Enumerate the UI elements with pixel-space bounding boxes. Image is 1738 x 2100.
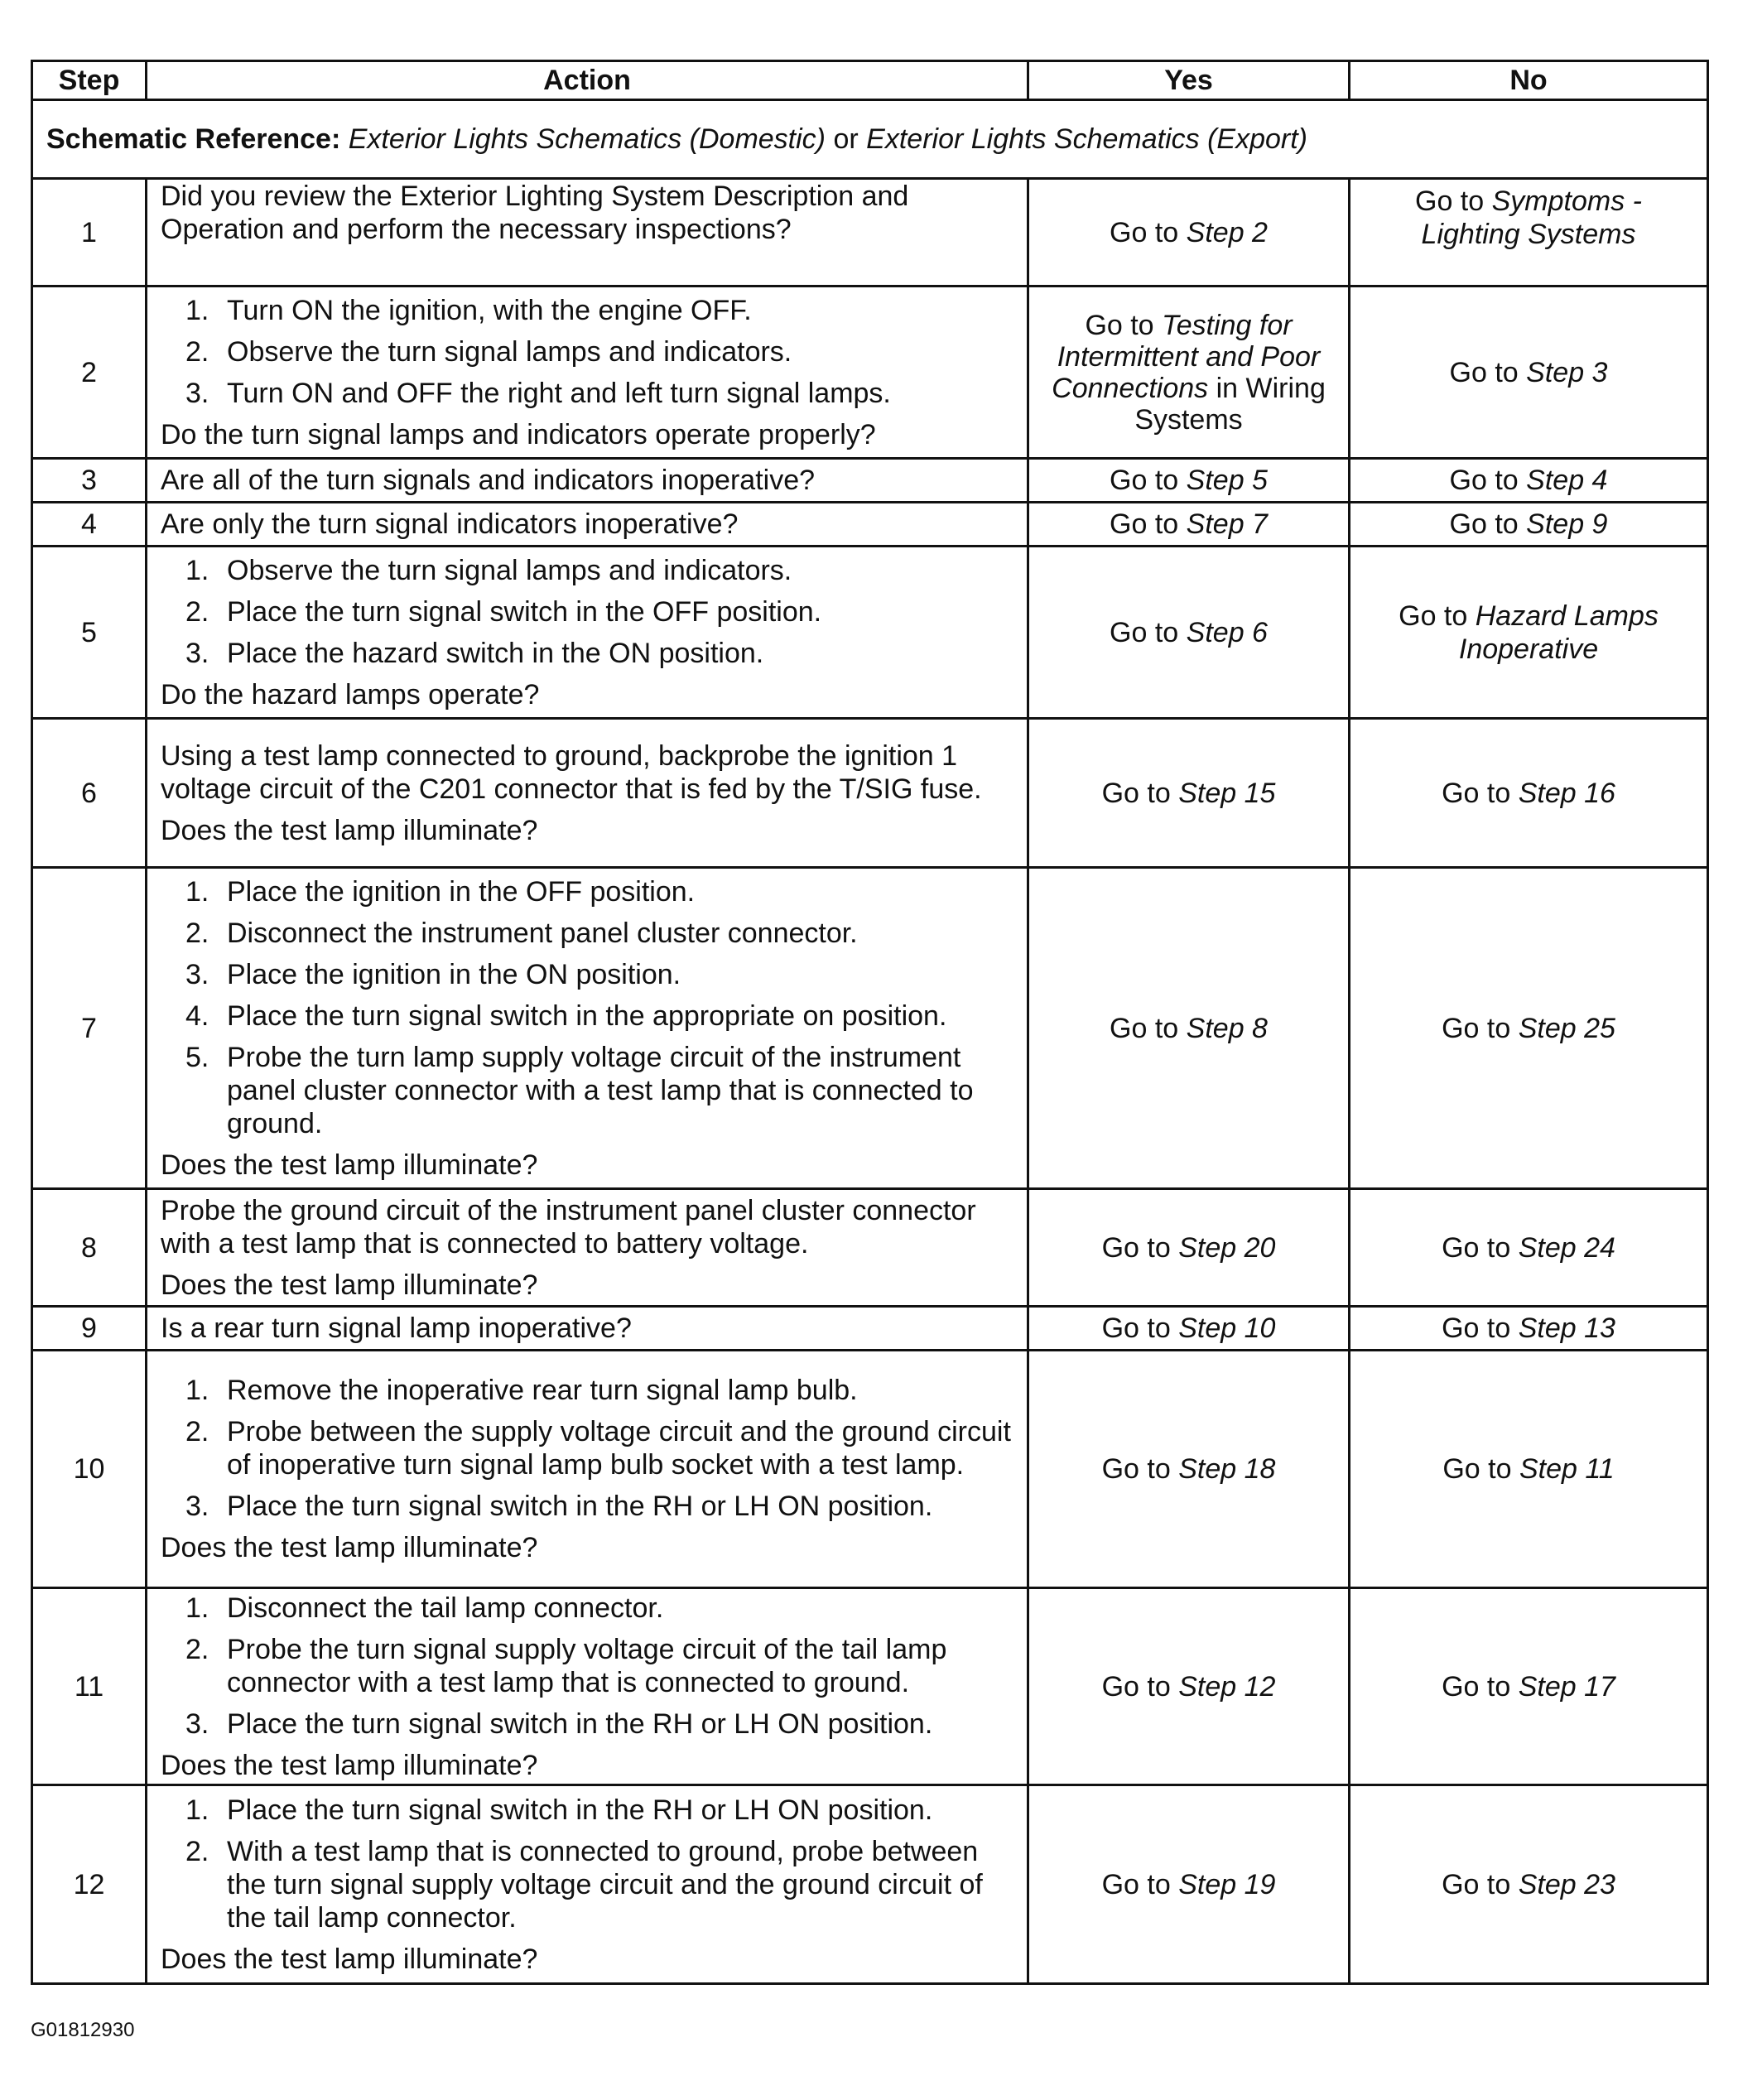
table-row <box>32 868 1708 1189</box>
list-item <box>161 1633 1013 1699</box>
item-text: Probe the turn lamp supply voltage circuit of the instrument panel cluster connector with a test lamp that is connected to ground. <box>227 1041 974 1139</box>
item-number: 1. <box>185 1375 209 1406</box>
goto-text: Go to <box>1085 309 1154 341</box>
item-text: Place the turn signal switch in the appropriate on position. <box>227 999 947 1032</box>
list-item <box>161 1490 1013 1523</box>
table-row <box>32 287 1708 459</box>
goto-text: Go to <box>1415 185 1485 217</box>
header-row <box>32 61 1708 100</box>
no-link[interactable]: Step 17 <box>1518 1670 1615 1703</box>
item-number: 4. <box>185 999 209 1032</box>
item-number: 2. <box>185 917 209 949</box>
yes-cell <box>1028 459 1350 503</box>
yes-cell <box>1028 287 1350 459</box>
no-cell <box>1350 287 1708 459</box>
item-number: 2. <box>185 335 209 368</box>
table-row <box>32 459 1708 503</box>
goto-text: Go to <box>1442 777 1511 809</box>
yes-cell <box>1028 1189 1350 1307</box>
table-row <box>32 1785 1708 1984</box>
question-text: Are all of the turn signals and indicators inoperative? <box>161 465 816 496</box>
item-text: Disconnect the instrument panel cluster connector. <box>227 917 858 949</box>
no-link[interactable]: Step 9 <box>1526 508 1608 540</box>
step-number: 11 <box>32 1588 147 1785</box>
no-link[interactable]: Hazard Lamps Inoperative <box>1458 600 1659 665</box>
yes-link[interactable]: Step 12 <box>1178 1670 1276 1703</box>
header-step: Step <box>32 61 147 100</box>
list-item <box>161 1041 1013 1140</box>
item-number: 1. <box>185 1592 209 1624</box>
goto-text: Go to <box>1101 1868 1171 1900</box>
step-number: 4 <box>32 503 147 547</box>
item-number: 3. <box>185 1707 209 1740</box>
question-text: Does the test lamp illuminate? <box>161 1749 538 1781</box>
table-row <box>32 1351 1708 1588</box>
item-text: With a test lamp that is connected to ground, probe between the turn signal supply voltage circuit and the ground circuit of the tail lamp connector. <box>227 1835 983 1934</box>
action-cell <box>147 719 1028 868</box>
item-text: Place the turn signal switch in the RH or LH ON position. <box>227 1491 933 1522</box>
step-number: 12 <box>32 1785 147 1984</box>
item-text: Remove the inoperative rear turn signal lamp bulb. <box>227 1375 858 1406</box>
list-item <box>161 1835 1013 1934</box>
item-number: 1. <box>185 875 209 908</box>
yes-link[interactable]: Step 20 <box>1178 1231 1276 1264</box>
goto-text: Go to <box>1110 216 1179 248</box>
table-row <box>32 179 1708 287</box>
list-item <box>161 1374 1013 1407</box>
item-number: 3. <box>185 958 209 990</box>
list-item <box>161 294 1013 327</box>
no-cell <box>1350 1588 1708 1785</box>
no-link[interactable]: Step 23 <box>1518 1868 1615 1900</box>
item-text: Place the ignition in the ON position. <box>227 958 681 990</box>
item-number: 2. <box>185 1835 209 1867</box>
diagnostic-table <box>31 60 1709 1985</box>
list-item <box>161 595 1013 629</box>
step-number: 7 <box>32 868 147 1189</box>
question-text: Do the turn signal lamps and indicators operate properly? <box>161 418 876 450</box>
instruction-text: Probe the ground circuit of the instrument panel cluster connector with a test lamp that is connected to battery voltage. <box>161 1194 976 1260</box>
list-item <box>161 917 1013 950</box>
schematic-reference <box>32 100 1708 179</box>
goto-text: Go to <box>1101 1231 1171 1264</box>
question-text: Does the test lamp illuminate? <box>161 814 538 846</box>
action-cell <box>147 179 1028 287</box>
goto-text: Go to <box>1101 777 1171 809</box>
list-item <box>161 1707 1013 1741</box>
yes-cell <box>1028 179 1350 287</box>
instruction-list <box>161 1374 1013 1523</box>
goto-text: Go to <box>1442 1868 1511 1900</box>
table-row <box>32 1189 1708 1307</box>
yes-cell <box>1028 1351 1350 1588</box>
yes-suffix: in Wiring Systems <box>1134 372 1326 436</box>
item-text: Place the turn signal switch in the OFF position. <box>227 595 822 628</box>
question-text: Is a rear turn signal lamp inoperative? <box>161 1312 632 1344</box>
schematic-link-export[interactable]: Exterior Lights Schematics (Export) <box>866 123 1307 155</box>
yes-cell <box>1028 1307 1350 1351</box>
item-text: Place the turn signal switch in the RH or LH ON position. <box>227 1794 933 1826</box>
schematic-row <box>32 100 1708 179</box>
header-action: Action <box>147 61 1028 100</box>
step-number: 1 <box>32 179 147 287</box>
yes-link[interactable]: Testing for Intermittent and Poor Connections <box>1052 309 1321 404</box>
no-link[interactable]: Step 3 <box>1526 356 1608 388</box>
goto-text: Go to <box>1449 356 1519 388</box>
schematic-or: or <box>833 123 859 155</box>
yes-cell <box>1028 1588 1350 1785</box>
item-number: 2. <box>185 595 209 628</box>
instruction-list <box>161 875 1013 1140</box>
action-cell <box>147 547 1028 719</box>
goto-text: Go to <box>1110 465 1179 496</box>
instruction-text: Using a test lamp connected to ground, backprobe the ignition 1 voltage circuit of the C201 connector that is fed by the T/SIG fuse. <box>161 739 982 805</box>
no-link[interactable]: Step 16 <box>1518 777 1615 809</box>
no-cell <box>1350 1307 1708 1351</box>
list-item <box>161 958 1013 991</box>
action-cell <box>147 503 1028 547</box>
item-text: Place the turn signal switch in the RH or LH ON position. <box>227 1707 933 1740</box>
table-row <box>32 1588 1708 1785</box>
item-text: Observe the turn signal lamps and indicators. <box>227 335 792 368</box>
item-text: Turn ON and OFF the right and left turn signal lamps. <box>227 377 891 409</box>
list-item <box>161 1592 1013 1625</box>
goto-text: Go to <box>1110 1012 1179 1044</box>
action-cell <box>147 1351 1028 1588</box>
table-row <box>32 547 1708 719</box>
step-number: 8 <box>32 1189 147 1307</box>
item-text: Place the hazard switch in the ON position. <box>227 637 764 669</box>
no-link[interactable]: Step 13 <box>1518 1312 1615 1344</box>
question-text: Does the test lamp illuminate? <box>161 1269 538 1301</box>
no-cell <box>1350 1189 1708 1307</box>
list-item <box>161 999 1013 1033</box>
question-text: Do the hazard lamps operate? <box>161 678 540 710</box>
figure-code: G01812930 <box>31 2019 135 2041</box>
item-number: 1. <box>185 294 209 326</box>
no-cell <box>1350 1351 1708 1588</box>
item-text: Probe the turn signal supply voltage circuit of the tail lamp connector with a test lamp that is connected to ground. <box>227 1633 947 1698</box>
step-number: 6 <box>32 719 147 868</box>
item-number: 3. <box>185 1491 209 1522</box>
table-row <box>32 1307 1708 1351</box>
no-cell <box>1350 868 1708 1189</box>
yes-link[interactable]: Step 19 <box>1178 1868 1276 1900</box>
yes-link[interactable]: Step 6 <box>1186 616 1268 648</box>
no-link[interactable]: Symptoms - Lighting Systems <box>1421 185 1642 250</box>
no-cell <box>1350 459 1708 503</box>
yes-link[interactable]: Step 7 <box>1186 508 1268 540</box>
question-text: Did you review the Exterior Lighting System Description and Operation and perform the necessary inspections? <box>161 181 909 245</box>
instruction-list <box>161 1592 1013 1741</box>
header-no: No <box>1350 61 1708 100</box>
item-text: Place the ignition in the OFF position. <box>227 875 696 908</box>
goto-text: Go to <box>1442 1312 1511 1344</box>
yes-link[interactable]: Step 2 <box>1186 216 1268 248</box>
question-text: Are only the turn signal indicators inoperative? <box>161 508 739 540</box>
yes-link[interactable]: Step 18 <box>1178 1453 1276 1485</box>
item-number: 2. <box>185 1416 209 1447</box>
no-cell <box>1350 719 1708 868</box>
item-number: 1. <box>185 1794 209 1826</box>
item-text: Turn ON the ignition, with the engine OFF. <box>227 294 752 326</box>
no-cell <box>1350 503 1708 547</box>
item-number: 3. <box>185 377 209 409</box>
item-text: Probe between the supply voltage circuit and the ground circuit of inoperative turn signal lamp bulb socket with a test lamp. <box>227 1416 1011 1481</box>
goto-text: Go to <box>1399 600 1468 632</box>
goto-text: Go to <box>1449 508 1519 540</box>
list-item <box>161 637 1013 670</box>
goto-text: Go to <box>1442 1670 1511 1703</box>
item-text: Observe the turn signal lamps and indicators. <box>227 554 792 586</box>
list-item <box>161 1794 1013 1827</box>
list-item <box>161 377 1013 410</box>
step-number: 5 <box>32 547 147 719</box>
goto-text: Go to <box>1442 1231 1511 1264</box>
step-number: 3 <box>32 459 147 503</box>
instruction-list <box>161 294 1013 410</box>
no-link[interactable]: Step 24 <box>1518 1231 1615 1264</box>
list-item <box>161 1415 1013 1481</box>
list-item <box>161 554 1013 587</box>
action-cell <box>147 1189 1028 1307</box>
item-number: 1. <box>185 554 209 586</box>
yes-cell <box>1028 547 1350 719</box>
yes-link[interactable]: Step 8 <box>1186 1012 1268 1044</box>
instruction-list <box>161 1794 1013 1934</box>
header-yes: Yes <box>1028 61 1350 100</box>
yes-link[interactable]: Step 15 <box>1178 777 1276 809</box>
no-cell <box>1350 547 1708 719</box>
action-cell <box>147 1588 1028 1785</box>
goto-text: Go to <box>1101 1453 1171 1485</box>
yes-link[interactable]: Step 5 <box>1186 465 1268 496</box>
goto-text: Go to <box>1442 1012 1511 1044</box>
action-cell <box>147 1785 1028 1984</box>
action-cell <box>147 1307 1028 1351</box>
yes-cell <box>1028 719 1350 868</box>
goto-text: Go to <box>1110 508 1179 540</box>
action-cell <box>147 868 1028 1189</box>
list-item <box>161 875 1013 908</box>
goto-text: Go to <box>1110 616 1179 648</box>
table-row <box>32 719 1708 868</box>
goto-text: Go to <box>1101 1670 1171 1703</box>
item-number: 5. <box>185 1041 209 1073</box>
no-link[interactable]: Step 11 <box>1519 1453 1615 1485</box>
instruction-list <box>161 554 1013 670</box>
no-cell <box>1350 179 1708 287</box>
item-number: 2. <box>185 1633 209 1665</box>
question-text: Does the test lamp illuminate? <box>161 1532 538 1563</box>
yes-cell <box>1028 503 1350 547</box>
step-number: 10 <box>32 1351 147 1588</box>
table-row <box>32 503 1708 547</box>
schematic-label: Schematic Reference: <box>46 123 341 155</box>
list-item <box>161 335 1013 368</box>
no-cell <box>1350 1785 1708 1984</box>
action-cell <box>147 459 1028 503</box>
step-number: 9 <box>32 1307 147 1351</box>
yes-cell <box>1028 868 1350 1189</box>
no-link[interactable]: Step 25 <box>1518 1012 1615 1044</box>
question-text: Does the test lamp illuminate? <box>161 1149 538 1181</box>
goto-text: Go to <box>1442 1453 1512 1485</box>
step-number: 2 <box>32 287 147 459</box>
question-text: Does the test lamp illuminate? <box>161 1943 538 1975</box>
schematic-link-domestic[interactable]: Exterior Lights Schematics (Domestic) <box>348 123 826 155</box>
action-cell <box>147 287 1028 459</box>
yes-link[interactable]: Step 10 <box>1178 1312 1276 1344</box>
yes-cell <box>1028 1785 1350 1984</box>
no-link[interactable]: Step 4 <box>1526 465 1608 496</box>
item-text: Disconnect the tail lamp connector. <box>227 1592 664 1624</box>
item-number: 3. <box>185 637 209 669</box>
goto-text: Go to <box>1449 465 1519 496</box>
goto-text: Go to <box>1101 1312 1171 1344</box>
